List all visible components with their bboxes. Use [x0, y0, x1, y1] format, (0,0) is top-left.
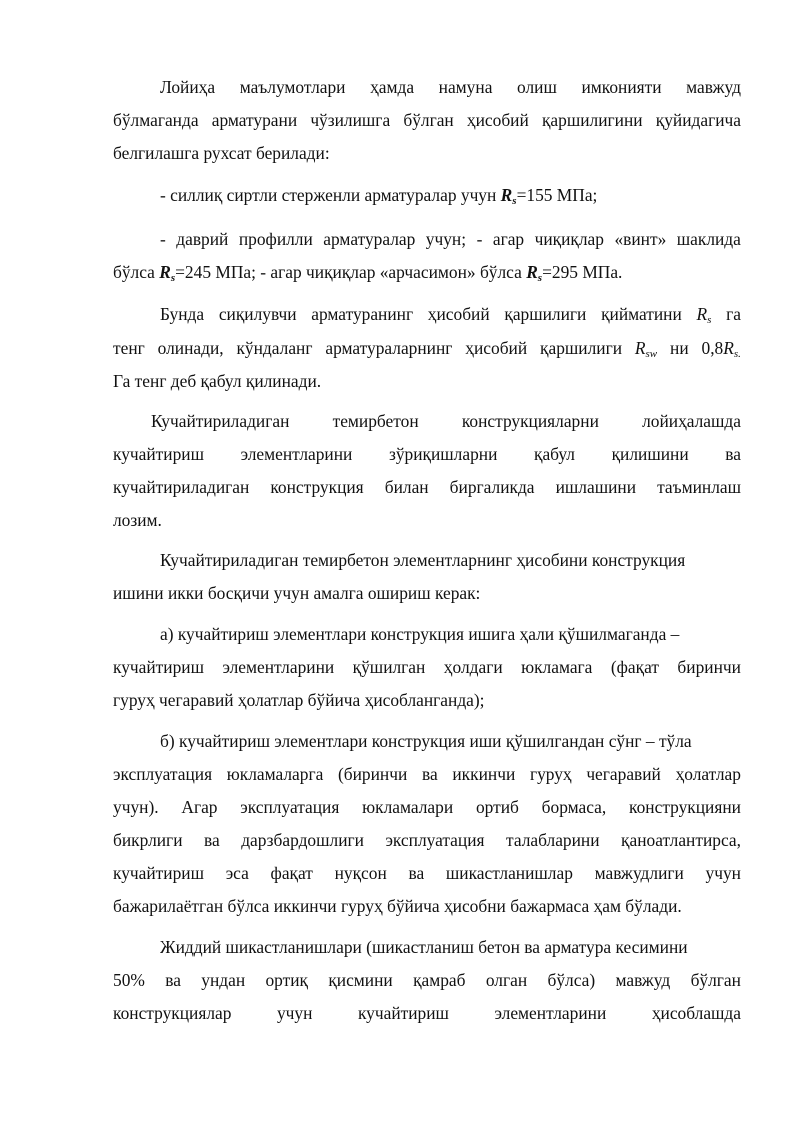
- line: кучайтириладиган конструкция билан биргаликда ишлашини таъминлаш: [113, 477, 741, 497]
- line: бўлмаганда арматурани чўзилишга бўлган ҳисобий қаршилигини қуйидагича: [113, 110, 741, 130]
- line: - даврий профилли арматуралар учун; - агар чиқиқлар «винт» шаклида: [160, 229, 741, 249]
- line: тенг олинади, кўндаланг арматураларнинг ҳисобий қаршилиги $R_{sw}$ ни $0,8R_{s.}$: [113, 338, 741, 360]
- line: кучайтириш элементларини зўриқишларни қабул қилишини ва: [113, 444, 741, 464]
- line: кучайтириш элементларини қўшилган ҳолдаги юкламага (фақат биринчи: [113, 657, 741, 677]
- line: бикрлиги ва дарзбардошлиги эксплуатация талабларини қаноатлантирса,: [113, 830, 741, 850]
- line: 50% ва ундан ортиқ қисмини қамраб олган бўлса) мавжуд бўлган: [113, 970, 741, 990]
- line: учун). Агар эксплуатация юкламалари ортиб бормаса, конструкцияни: [113, 797, 741, 817]
- line: белгилашга рухсат берилади:: [113, 143, 330, 163]
- line: - силлиқ сиртли стерженли арматуралар учун $R_s=155$ МПа;: [160, 185, 598, 207]
- line: Кучайтириладиган темирбетон конструкцияларни лойиҳалашда: [151, 411, 741, 431]
- line: Бунда сиқилувчи арматуранинг ҳисобий қаршилиги қийматини $R_s$ га: [160, 304, 741, 326]
- line: бўлса $R_s=245$ МПа; - агар чиқиқлар «арчасимон» бўлса $R_s=295$ МПа.: [113, 262, 623, 284]
- line: Лойиҳа маълумотлари ҳамда намуна олиш имконияти мавжуд: [160, 77, 741, 97]
- line: ишини икки босқичи учун амалга ошириш керак:: [113, 583, 481, 603]
- line: Жиддий шикастланишлари (шикастланиш бетон ва арматура кесимини: [160, 937, 688, 957]
- line: б) кучайтириш элементлари конструкция иши қўшилгандан сўнг – тўла: [160, 731, 692, 751]
- line: кучайтириш эса фақат нуқсон ва шикастланишлар мавжудлиги учун: [113, 863, 741, 883]
- line: бажарилаётган бўлса иккинчи гуруҳ бўйича ҳисобни бажармаса ҳам бўлади.: [113, 896, 682, 916]
- line: Га тенг деб қабул қилинади.: [113, 371, 322, 391]
- line: эксплуатация юкламаларга (биринчи ва иккинчи гуруҳ чегаравий ҳолатлар: [113, 764, 741, 784]
- line: а) кучайтириш элементлари конструкция ишига ҳали қўшилмаганда –: [160, 624, 680, 644]
- line: гуруҳ чегаравий ҳолатлар бўйича ҳисобланганда);: [113, 690, 485, 710]
- line: лозим.: [113, 510, 162, 530]
- line: конструкциялар учун кучайтириш элементларини ҳисоблашда: [113, 1003, 741, 1023]
- line: Кучайтириладиган темирбетон элементларнинг ҳисобини конструкция: [160, 550, 686, 570]
